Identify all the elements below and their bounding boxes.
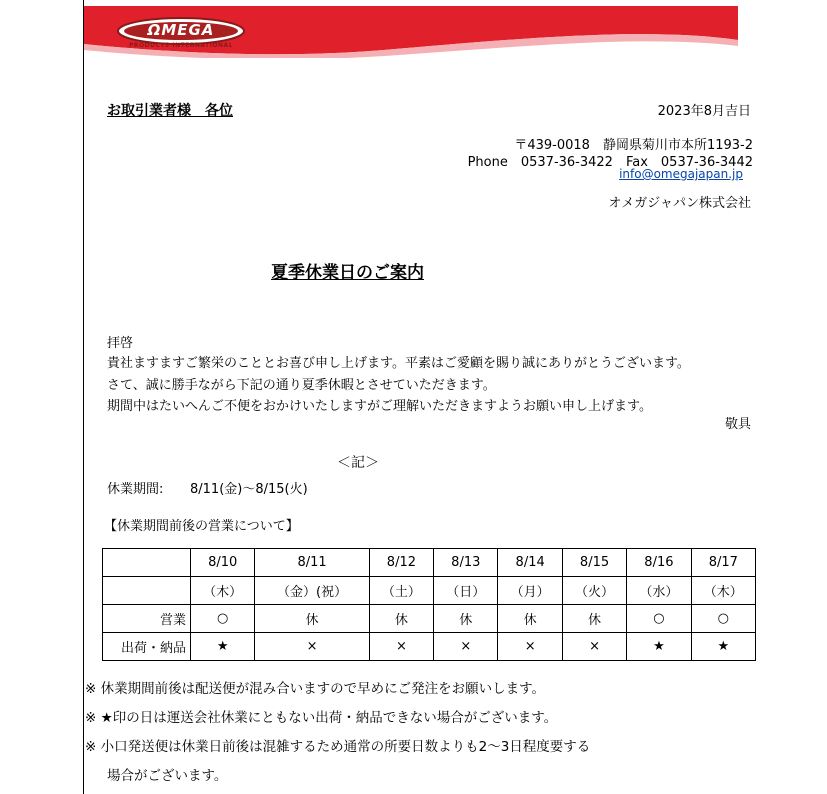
- schedule-table: [102, 548, 756, 661]
- date-cell: 8/14: [498, 549, 562, 577]
- table-row-dates: [103, 549, 756, 577]
- table-row-shipping: [103, 633, 756, 661]
- weekday-cell: （土）: [369, 577, 433, 605]
- greeting: 拝啓: [107, 336, 134, 351]
- table-row-business: [103, 605, 756, 633]
- date-cell: 8/17: [691, 549, 755, 577]
- weekday-cell: （日）: [434, 577, 498, 605]
- note-1: ※ 休業期間前後は配送便が混み合いますので早めにご発注をお願いします。: [85, 681, 546, 697]
- sender-address: 〒439-0018 静岡県菊川市本所1193-2: [514, 138, 753, 153]
- business-cell: ○: [691, 605, 755, 633]
- page-left-border: [83, 0, 84, 794]
- logo-subtext: PRODUCTS INTERNATIONAL: [128, 42, 234, 49]
- weekday-cell: （金）(祝）: [255, 577, 369, 605]
- recipient: お取引業者様 各位: [107, 103, 233, 119]
- business-cell: 休: [255, 605, 369, 633]
- shipping-cell: ×: [255, 633, 369, 661]
- date-cell: 8/13: [434, 549, 498, 577]
- weekday-cell: （木）: [691, 577, 755, 605]
- date-cell: 8/16: [627, 549, 691, 577]
- date-cell: 8/11: [255, 549, 369, 577]
- date-cell: 8/12: [369, 549, 433, 577]
- page-title: 夏季休業日のご案内: [271, 263, 424, 283]
- shipping-cell: ×: [498, 633, 562, 661]
- sender-company: オメガジャパン株式会社: [608, 196, 751, 211]
- table-row-weekdays: [103, 577, 756, 605]
- weekday-cell: （火）: [562, 577, 626, 605]
- table-corner-cell: [103, 549, 191, 577]
- document-date: 2023年8月吉日: [657, 104, 751, 119]
- business-cell: 休: [562, 605, 626, 633]
- note-2: ※ ★印の日は運送会社休業にともない出荷・納品できない場合がございます。: [85, 710, 558, 726]
- shipping-cell: ×: [369, 633, 433, 661]
- weekday-row-header: [103, 577, 191, 605]
- body-line-3: 期間中はたいへんご不便をおかけいたしますがご理解いただきますようお願い申し上げます。: [107, 399, 652, 414]
- logo-wordmark: ΩMEGA: [147, 21, 215, 39]
- shipping-cell: ★: [191, 633, 255, 661]
- ki-heading: ＜記＞: [337, 455, 379, 471]
- business-cell: 休: [369, 605, 433, 633]
- body-line-1: 貴社ますますご繁栄のこととお喜び申し上げます。平素はご愛顧を賜り誠にありがとうございます。: [107, 356, 690, 371]
- note-3-continued: 場合がございます。: [107, 768, 228, 784]
- date-cell: 8/15: [562, 549, 626, 577]
- shipping-cell: ★: [627, 633, 691, 661]
- holiday-period-value: 8/11(金)～8/15(火): [190, 482, 308, 497]
- weekday-cell: （木）: [191, 577, 255, 605]
- sender-email-link[interactable]: info@omegajapan.jp: [619, 167, 743, 181]
- business-cell: ○: [191, 605, 255, 633]
- business-row-label: 営業: [103, 605, 191, 633]
- shipping-cell: ×: [434, 633, 498, 661]
- note-3: ※ 小口発送便は休業日前後は混雑するため通常の所要日数よりも2～3日程度要する: [85, 739, 591, 755]
- sender-phone-fax: Phone 0537-36-3422 Fax 0537-36-3442: [467, 155, 753, 170]
- business-cell: 休: [434, 605, 498, 633]
- body-line-2: さて、誠に勝手ながら下記の通り夏季休暇とさせていただきます。: [107, 378, 496, 393]
- date-cell: 8/10: [191, 549, 255, 577]
- closing: 敬具: [724, 417, 751, 432]
- holiday-period-label: 休業期間:: [107, 482, 164, 497]
- weekday-cell: （水）: [627, 577, 691, 605]
- business-cell: ○: [627, 605, 691, 633]
- section-heading: 【休業期間前後の営業について】: [104, 519, 299, 534]
- business-cell: 休: [498, 605, 562, 633]
- shipping-cell: ×: [562, 633, 626, 661]
- weekday-cell: （月）: [498, 577, 562, 605]
- shipping-row-label: 出荷・納品: [103, 633, 191, 661]
- shipping-cell: ★: [691, 633, 755, 661]
